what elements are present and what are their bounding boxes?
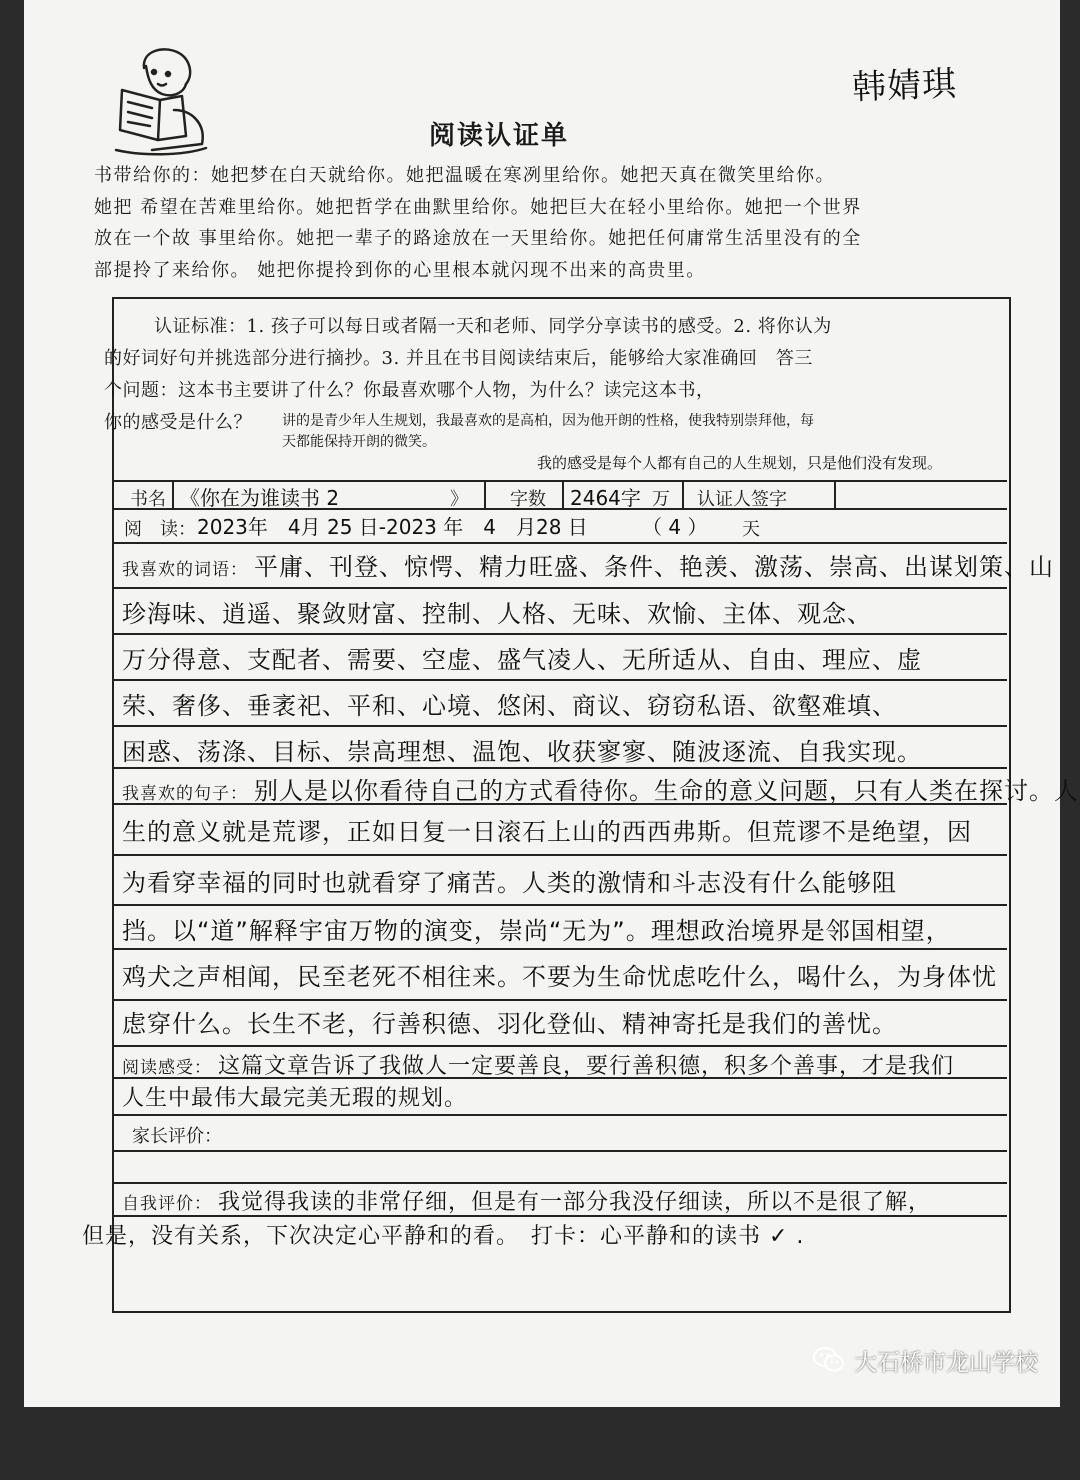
feeling-text: 这篇文章告诉了我做人一定要善良，要行善积德，积多个善事，才是我们 — [218, 1054, 955, 1079]
row-divider — [112, 679, 1007, 681]
feeling-label: 阅读感受： — [122, 1058, 212, 1078]
reading-days-unit: 天 — [742, 519, 760, 540]
row-divider — [112, 999, 1007, 1001]
row-divider — [112, 803, 1007, 805]
book-row — [112, 480, 1007, 510]
intro-paragraph — [94, 160, 1004, 286]
watermark-text: 大石桥市龙山学校 — [854, 1349, 1038, 1376]
self-eval-label: 自我评价： — [122, 1194, 212, 1214]
standard-answer: 我的感受是每个人都有自己的人生规划，只是他们没有发现。 — [537, 454, 943, 472]
words-line: 荣、奢侈、垂袤祀、平和、心境、悠闲、商议、窃窃私语、欲壑难填、 — [122, 692, 897, 720]
intro-line: 放在一个故 事里给你。她把一辈子的路途放在一天里给你。她把任何庸常生活里没有的全 — [94, 228, 862, 249]
book-quote: 》 — [450, 489, 468, 510]
standard-answer: 天都能保持开朗的微笑。 — [282, 434, 436, 450]
row-divider — [112, 587, 1007, 589]
row-divider — [112, 1077, 1007, 1079]
reading-child-icon — [82, 40, 222, 160]
row-divider — [112, 1114, 1007, 1116]
wechat-icon — [812, 1345, 846, 1375]
student-name-signature: 韩婧琪 — [851, 64, 958, 108]
signer-label: 认证人签字 — [697, 489, 787, 510]
school-watermark — [812, 1340, 1080, 1380]
sentences-line: 虑穿什么。长生不老，行善积德、羽化登仙、精神寄托是我们的善忧。 — [122, 1010, 897, 1038]
cell-divider — [834, 482, 836, 510]
self-eval-line: 但是，没有关系，下次决定心平静和的看。 打卡：心平静和的读书 ✓ . — [82, 1224, 805, 1249]
standard-line: 认证标准：1. 孩子可以每日或者隔一天和老师、同学分享读书的感受。2. 将你认为 — [154, 316, 832, 337]
standard-line: 你的感受是什么？ — [104, 412, 252, 433]
word-count-label: 字数 — [510, 489, 546, 510]
reading-label: 阅 读： — [124, 519, 196, 540]
sentences-line: 生的意义就是荒谬，正如日复一日滚石上山的西西弗斯。但荒谬不是绝望，因 — [122, 818, 972, 846]
feeling-line: 人生中最伟大最完美无瑕的规划。 — [122, 1086, 468, 1111]
sentences-line: 挡。以“道”解释宇宙万物的演变，崇尚“无为”。理想政治境界是邻国相望， — [122, 917, 951, 945]
self-eval-text: 我觉得我读的非常仔细，但是有一部分我没仔细读，所以不是很了解， — [218, 1190, 932, 1215]
sentences-line: 为看穿幸福的同时也就看穿了痛苦。人类的激情和斗志没有什么能够阻 — [122, 869, 897, 897]
reading-days: （ 4 ） — [642, 515, 708, 539]
words-label: 我喜欢的词语： — [122, 560, 248, 580]
book-name-value: 《你在为谁读书 2 — [180, 486, 340, 510]
row-divider — [112, 633, 1007, 635]
words-line — [122, 547, 1054, 582]
certificate-sheet — [24, 0, 1079, 1407]
intro-line: 部提拎了来给你。 她把你提拎到你的心里根本就闪现不出来的高贵里。 — [94, 259, 706, 281]
page-title: 阅读认证单 — [429, 121, 570, 151]
row-divider — [112, 725, 1007, 727]
standard-line: 的好词好句并挑选部分进行摘抄。3. 并且在书目阅读结束后，能够给大家准确回 答三 — [104, 348, 813, 369]
intro-line: 书带给你的：她把梦在白天就给你。她把温暖在寒冽里给你。她把天真在微笑里给你。 — [94, 165, 835, 186]
sentences-line — [122, 771, 1079, 806]
book-name-label: 书名 — [130, 489, 166, 510]
words-line: 万分得意、支配者、需要、空虚、盛气凌人、无所适从、自由、理应、虚 — [122, 646, 922, 674]
word-count-value: 2464字 — [570, 486, 641, 510]
cell-divider — [682, 482, 684, 510]
row-divider — [112, 1182, 1007, 1184]
cell-divider — [562, 482, 564, 510]
certification-form — [82, 297, 1079, 1480]
reading-row — [112, 508, 1007, 544]
standard-line: 个问题：这本书主要讲了什么？你最喜欢哪个人物，为什么？读完这本书， — [104, 380, 715, 401]
row-divider — [112, 767, 1007, 769]
self-eval-line — [122, 1185, 931, 1216]
reading-dates: 2023年 4月 25 日-2023 年 4 月28 日 — [197, 515, 588, 539]
words-text: 平庸、刊登、惊愕、精力旺盛、条件、艳羡、激荡、崇高、出谋划策、山 — [254, 553, 1054, 581]
row-divider — [112, 904, 1007, 906]
feeling-line — [122, 1049, 954, 1080]
sentences-label: 我喜欢的句子： — [122, 784, 248, 804]
cell-divider — [172, 482, 174, 510]
word-count-unit: 万 — [652, 489, 670, 510]
row-divider — [112, 948, 1007, 950]
intro-line: 她把 希望在苦难里给你。她把哲学在曲默里给你。她把巨大在轻小里给你。她把一个世界 — [94, 196, 862, 218]
words-line: 困惑、荡涤、目标、崇高理想、温饱、收获寥寥、随波逐流、自我实现。 — [122, 738, 922, 766]
row-divider — [112, 1150, 1007, 1152]
cell-divider — [484, 482, 486, 510]
row-divider — [112, 1215, 1007, 1217]
words-line: 珍海味、逍遥、聚敛财富、控制、人格、无味、欢愉、主体、观念、 — [122, 600, 872, 628]
standard-answer: 讲的是青少年人生规划，我最喜欢的是高柏，因为他开朗的性格，使我特别崇拜他，每 — [282, 413, 814, 429]
parent-label: 家长评价： — [132, 1126, 222, 1147]
sentences-text: 别人是以你看待自己的方式看待你。生命的意义问题，只有人类在探讨。人 — [254, 777, 1079, 805]
sentences-line: 鸡犬之声相闻，民至老死不相往来。不要为生命忧虑吃什么，喝什么，为身体忧 — [122, 963, 997, 991]
row-divider — [112, 542, 1007, 544]
row-divider — [112, 1045, 1007, 1047]
row-divider — [112, 854, 1007, 856]
